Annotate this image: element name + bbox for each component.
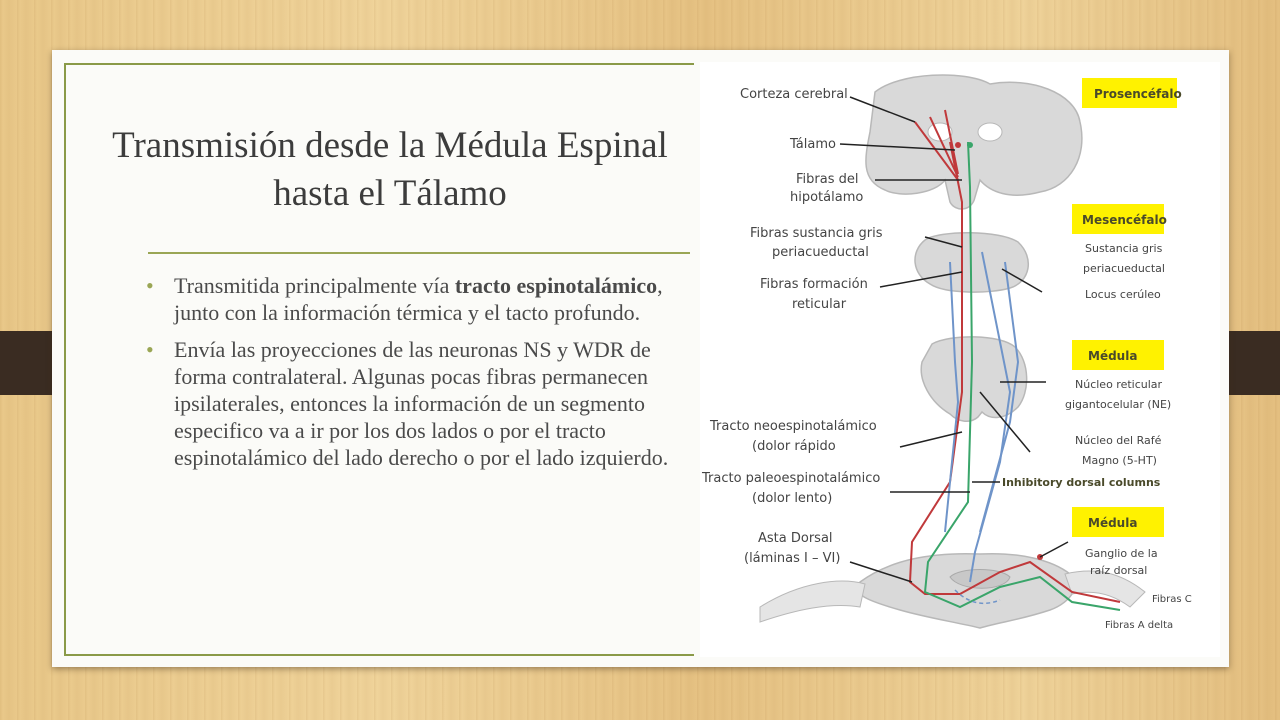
label-nucleo-reticular-2: gigantocelular (NE)	[1065, 398, 1172, 411]
label-paleo-1: Tracto paleoespinotalámico	[702, 471, 881, 486]
label-ganglio-2: raíz dorsal	[1090, 564, 1148, 577]
label-neo-2: (dolor rápido	[752, 439, 836, 454]
header-medula-2: Médula	[1088, 516, 1138, 530]
label-nucleo-rafe-1: Núcleo del Rafé	[1075, 434, 1162, 447]
bullet-text-post: , junto con la información térmica y el tacto profundo.	[174, 273, 663, 325]
bullet-item	[146, 336, 686, 471]
label-fibras-fr-2: reticular	[792, 297, 847, 312]
label-nucleo-rafe-2: Magno (5-HT)	[1082, 454, 1157, 467]
label-fibras-hipotalamo-2: hipotálamo	[790, 190, 864, 205]
slide-title: Transmisión desde la Médula Espinal hasta el Tálamo	[112, 125, 668, 214]
thalamus-node	[955, 142, 961, 148]
label-fibras-sg-2: periacueductal	[772, 245, 869, 260]
bullet-dot-icon: •	[146, 337, 154, 362]
header-medula-1: Médula	[1088, 349, 1138, 363]
label-nucleo-reticular-1: Núcleo reticular	[1075, 378, 1163, 391]
label-fibras-a-delta: Fibras A delta	[1105, 620, 1174, 631]
bullet-text-bold: tracto espinotalámico	[454, 273, 658, 298]
label-paleo-2: (dolor lento)	[752, 491, 833, 506]
label-inhibitory-dorsal-columns: Inhibitory dorsal columns	[1002, 476, 1161, 489]
bullet-dot-icon: •	[146, 273, 154, 298]
right-edge-tab	[1228, 331, 1280, 395]
header-prosencefalo: Prosencéfalo	[1094, 87, 1182, 101]
label-corteza: Corteza cerebral	[740, 87, 848, 102]
root-left	[760, 581, 865, 622]
bullet-list	[146, 272, 686, 481]
brain-section	[866, 75, 1082, 209]
pain-pathway-diagram	[700, 62, 1220, 657]
header-mesencefalo: Mesencéfalo	[1082, 213, 1167, 227]
ventricle-shape	[978, 123, 1002, 141]
thalamus-node	[967, 142, 973, 148]
label-fibras-c: Fibras C	[1152, 594, 1192, 605]
bullet-text-pre: Envía las proyecciones de las neuronas NS y WDR de forma contralateral. Algunas pocas fibras permanecen ipsilaterales, entonces la información de un segmento especifico va a ir por los dos lados o por el tracto espinotalámico del lado derecho o por el lado izquierdo.	[174, 337, 669, 470]
label-fibras-hipotalamo-1: Fibras del	[796, 172, 859, 187]
bullet-text-pre: Transmitida principalmente vía	[174, 273, 455, 298]
label-neo-1: Tracto neoespinotalámico	[710, 419, 877, 434]
pointer-line	[900, 432, 962, 447]
title-divider	[148, 252, 690, 254]
diagram-svg	[700, 62, 1220, 657]
label-talamo: Tálamo	[790, 137, 836, 152]
label-sustancia-gris-2: periacueductal	[1083, 262, 1165, 275]
bullet-item	[146, 272, 686, 326]
label-ganglio-1: Ganglio de la	[1085, 547, 1158, 560]
label-locus-ceruleo: Locus cerúleo	[1085, 288, 1161, 301]
label-fibras-sg-1: Fibras sustancia gris	[750, 226, 883, 241]
label-fibras-fr-1: Fibras formación	[760, 277, 868, 292]
left-edge-tab	[0, 331, 52, 395]
label-sustancia-gris-1: Sustancia gris	[1085, 242, 1163, 255]
pointer-line	[1040, 542, 1068, 557]
label-asta-1: Asta Dorsal	[758, 531, 833, 546]
label-asta-2: (láminas I – VI)	[744, 551, 841, 566]
